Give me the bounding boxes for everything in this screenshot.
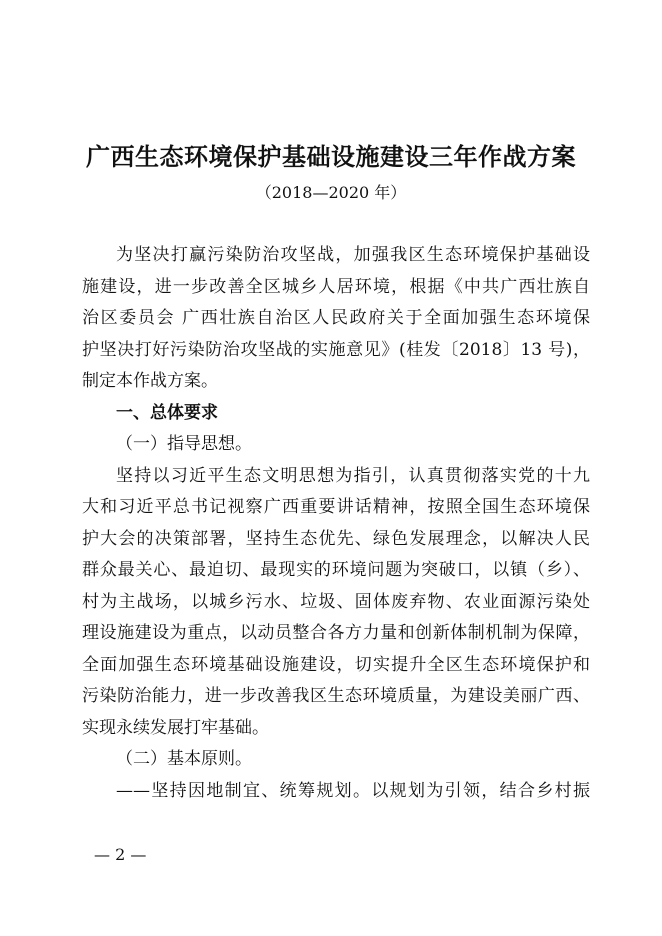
- body-line: 群众最关心、最迫切、最现实的环境问题为突破口，以镇（乡）、: [82, 560, 590, 580]
- document-title: 广西生态环境保护基础设施建设三年作战方案: [86, 142, 576, 171]
- document-subtitle: （2018—2020 年）: [255, 183, 407, 202]
- body-line: 为坚决打赢污染防治攻坚战，加强我区生态环境保护基础设: [116, 245, 590, 265]
- body-line: 施建设，进一步改善全区城乡人居环境，根据《中共广西壮族自: [82, 276, 590, 297]
- body-line: 村为主战场，以城乡污水、垃圾、固体废弃物、农业面源污染处: [82, 591, 590, 612]
- body-line: 实现永续发展打牢基础。: [82, 717, 269, 738]
- body-line: 治区委员会 广西壮族自治区人民政府关于全面加强生态环境保: [82, 308, 590, 328]
- body-line: ——坚持因地制宜、统筹规划。以规划为引领，结合乡村振: [116, 780, 590, 801]
- body-line: 理设施建设为重点，以动员整合各方力量和创新体制机制为保障，: [82, 623, 590, 643]
- page-number: — 2 —: [94, 845, 147, 864]
- body-line: 污染防治能力，进一步改善我区生态环境质量，为建设美丽广西、: [82, 686, 590, 706]
- subsection-heading: （二）基本原则。: [116, 749, 252, 769]
- section-heading: 一、总体要求: [116, 402, 218, 423]
- body-line: 护大会的决策部署，坚持生态优先、绿色发展理念，以解决人民: [82, 528, 590, 549]
- body-line: 大和习近平总书记视察广西重要讲话精神，按照全国生态环境保: [82, 497, 590, 517]
- body-line: 坚持以习近平生态文明思想为指引，认真贯彻落实党的十九: [116, 465, 590, 486]
- body-line: 全面加强生态环境基础设施建设，切实提升全区生态环境保护和: [82, 654, 590, 675]
- document-body: [82, 240, 590, 807]
- subsection-heading: （一）指导思想。: [116, 434, 252, 454]
- body-line: 制定本作战方案。: [82, 371, 218, 391]
- body-line: 护坚决打好污染防治攻坚战的实施意见》(桂发〔2018〕13 号)，: [82, 339, 590, 360]
